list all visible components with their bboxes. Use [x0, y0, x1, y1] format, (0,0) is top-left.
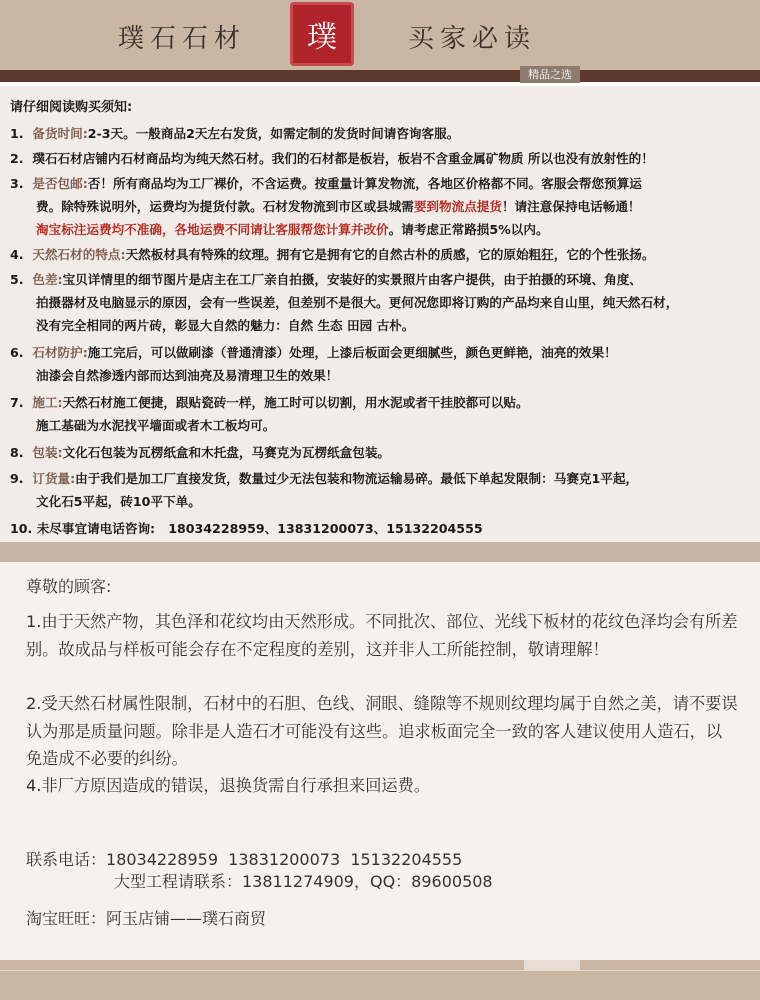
notice-item: 1. 备货时间:2-3天。一般商品2天左右发货，如需定制的发货时间请咨询客服。: [10, 126, 460, 141]
footer-line: [0, 970, 760, 971]
header-divider-bar: [0, 70, 760, 82]
customer-paragraph: 4.非厂方原因造成的错误，退换货需自行承担来回运费。: [26, 776, 430, 795]
seal-logo: 璞: [290, 2, 354, 66]
customer-paragraph: 1.由于天然产物，其色泽和花纹均由天然形成。不同批次、部位、光线下板材的花纹色泽均会有所差别。故成品与样板可能会存在不定程度的差别，这并非人工所能控制，敬请理解！: [26, 612, 738, 659]
notice-item: 8. 包装:文化石包装为瓦楞纸盒和木托盘，马赛克为瓦楞纸盒包装。: [10, 445, 391, 460]
notice-item: 2. 璞石石材店铺内石材商品均为纯天然石材。我们的石材都是板岩，板岩不含重金属矿物质 所以也没有放射性的！: [10, 151, 654, 166]
notice-item: 3. 是否包邮:否！所有商品均为工厂裸价，不含运费。按重量计算发物流，各地区价格都不同。客服会帮您预算运: [10, 176, 642, 191]
customer-notice: [0, 562, 760, 960]
notice-item-continued: 拍摄器材及电脑显示的原因，会有一些误差，但差别不是很大。更何况您即将订购的产品均来自山里，纯天然石材，: [36, 295, 679, 310]
notice-item-continued: 淘宝标注运费均不准确，各地运费不同请让客服帮您计算并改价。请考虑正常路损5%以内。: [36, 222, 549, 237]
notice-item: 7. 施工:天然石材施工便捷，跟贴瓷砖一样，施工时可以切割，用水泥或者干挂胶都可以贴。: [10, 395, 529, 410]
customer-paragraph: 2.受天然石材属性限制，石材中的石胆、色线、洞眼、缝隙等不规则纹理均属于自然之美，请不要误认为那是质量问题。除非是人造石才可能没有这些。追求板面完全一致的客人建议使用人造石，以免造成不必要的纠纷。: [26, 694, 738, 768]
notice-item-continued: 油漆会自然渗透内部而达到油亮及易清理卫生的效果！: [36, 368, 339, 383]
customer-greeting: 尊敬的顾客:: [26, 577, 112, 596]
brand-name: 璞石石材: [118, 24, 247, 54]
notice-item-continued: 文化石5平起，砖10平下单。: [36, 494, 201, 509]
section-divider-bar: [0, 542, 760, 562]
wangwang-contact: 淘宝旺旺：阿玉店铺——璞石商贸: [26, 909, 267, 928]
project-contact: 大型工程请联系：13811274909，QQ：89600508: [114, 872, 493, 891]
must-read-title: 买家必读: [408, 24, 537, 54]
header-banner: [0, 0, 760, 70]
notice-title: 请仔细阅读购买须知:: [10, 100, 133, 115]
notice-item-continued: 费。除特殊说明外，运费均为提货付款。石材发物流到市区或县城需要到物流点提货！请注意保持电话畅通！: [36, 199, 641, 214]
notice-item: 4. 天然石材的特点:天然板材具有特殊的纹理。拥有它是拥有它的自然古朴的质感，它的原始粗狂，它的个性张扬。: [10, 247, 655, 262]
quality-tag: 精品之选: [520, 66, 580, 83]
notice-item: 10. 未尽事宜请电话咨询: 18034228959、13831200073、15132204555: [10, 521, 483, 536]
footer-banner: [0, 960, 760, 1000]
notice-item-continued: 没有完全相同的两片砖，彰显大自然的魅力：自然 生态 田园 古朴。: [36, 318, 415, 333]
notice-item: 6. 石材防护:施工完后，可以做刷漆（普通清漆）处理，上漆后板面会更细腻些，颜色更鲜艳，油亮的效果！: [10, 345, 617, 360]
contact-phones: 联系电话：18034228959 13831200073 15132204555: [26, 850, 463, 869]
notice-item: 9. 订货量:由于我们是加工厂直接发货，数量过少无法包装和物流运输易碎。最低下单起发限制：马赛克1平起，: [10, 471, 639, 486]
notice-item: 5. 色差:宝贝详情里的细节图片是店主在工厂亲自拍摄，安装好的实景照片由客户提供，由于拍摄的环境、角度、: [10, 272, 642, 287]
footer-tab: [524, 960, 580, 971]
purchase-notice: [0, 86, 760, 542]
notice-item-continued: 施工基础为水泥找平墙面或者木工板均可。: [36, 418, 276, 433]
